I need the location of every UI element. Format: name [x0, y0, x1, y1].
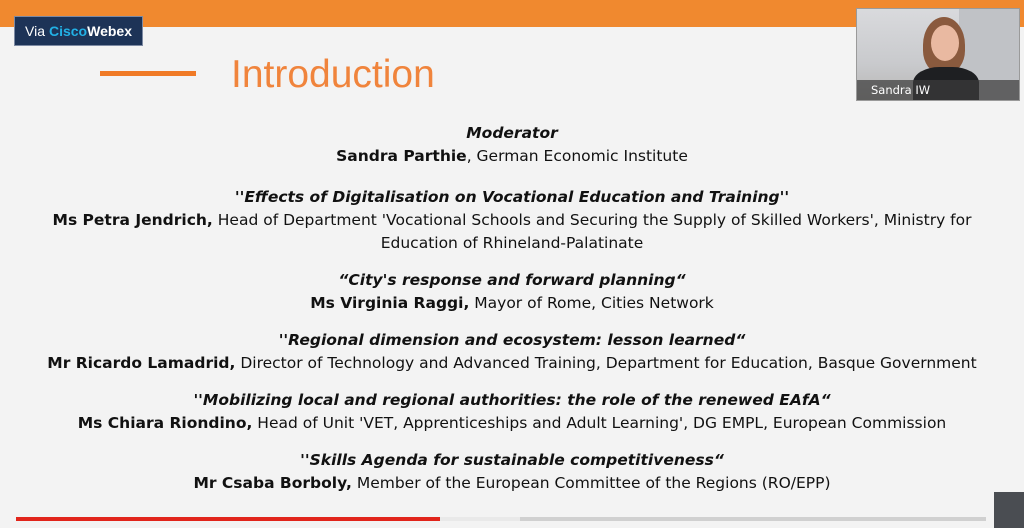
speaker-name: Ms Virginia Raggi, [310, 294, 470, 312]
agenda-topic: Moderator [466, 124, 558, 142]
speaker-name: Ms Petra Jendrich, [52, 211, 213, 229]
agenda-topic: ''Mobilizing local and regional authorities: the role of the renewed EAfA“ [193, 391, 831, 409]
slide-title: Introduction [231, 53, 435, 96]
agenda-topic: ''Regional dimension and ecosystem: lesson learned“ [278, 331, 746, 349]
agenda-item [0, 389, 1024, 435]
agenda-topic: ''Skills Agenda for sustainable competitiveness“ [300, 451, 724, 469]
agenda-speaker-line [0, 292, 1024, 315]
participant-name-label: Sandra IW [857, 80, 1019, 100]
agenda-list [0, 122, 1024, 495]
agenda-topic: ''Effects of Digitalisation on Vocational Education and Training'' [234, 188, 790, 206]
title-accent-line [100, 71, 196, 76]
badge-via: Via [25, 23, 45, 39]
speaker-affiliation: Head of Unit 'VET, Apprenticeships and Adult Learning', DG EMPL, European Commission [252, 414, 947, 432]
player-control-corner[interactable] [994, 492, 1024, 528]
agenda-speaker-line [0, 145, 1024, 168]
agenda-item [0, 269, 1024, 315]
speaker-name: Sandra Parthie [336, 147, 467, 165]
agenda-speaker-line [0, 412, 1024, 435]
speaker-affiliation: Mayor of Rome, Cities Network [469, 294, 714, 312]
agenda-speaker-line [0, 209, 1024, 255]
participant-video-tile[interactable] [856, 8, 1020, 101]
playback-progress-fill [16, 517, 440, 521]
agenda-item [0, 186, 1024, 255]
speaker-name: Ms Chiara Riondino, [77, 414, 253, 432]
playback-progress-bar[interactable] [16, 517, 986, 521]
participant-face [931, 25, 959, 61]
agenda-item [0, 329, 1024, 375]
speaker-affiliation-cont: Education of Rhineland-Palatinate [380, 234, 644, 252]
speaker-affiliation: Member of the European Committee of the Regions (RO/EPP) [351, 474, 831, 492]
speaker-affiliation: , German Economic Institute [466, 147, 688, 165]
speaker-name: Mr Ricardo Lamadrid, [47, 354, 236, 372]
agenda-speaker-line [0, 352, 1024, 375]
speaker-affiliation: Director of Technology and Advanced Training, Department for Education, Basque Government [235, 354, 977, 372]
agenda-item [0, 449, 1024, 495]
badge-cisco: Cisco [48, 23, 88, 39]
via-cisco-webex-badge [14, 16, 143, 46]
badge-webex: Webex [87, 23, 132, 39]
speaker-name: Mr Csaba Borboly, [193, 474, 352, 492]
agenda-item [0, 122, 1024, 168]
agenda-speaker-line [0, 472, 1024, 495]
agenda-topic: “City's response and forward planning“ [338, 271, 686, 289]
speaker-affiliation: Head of Department 'Vocational Schools and Securing the Supply of Skilled Workers', Ministry for [212, 211, 972, 229]
